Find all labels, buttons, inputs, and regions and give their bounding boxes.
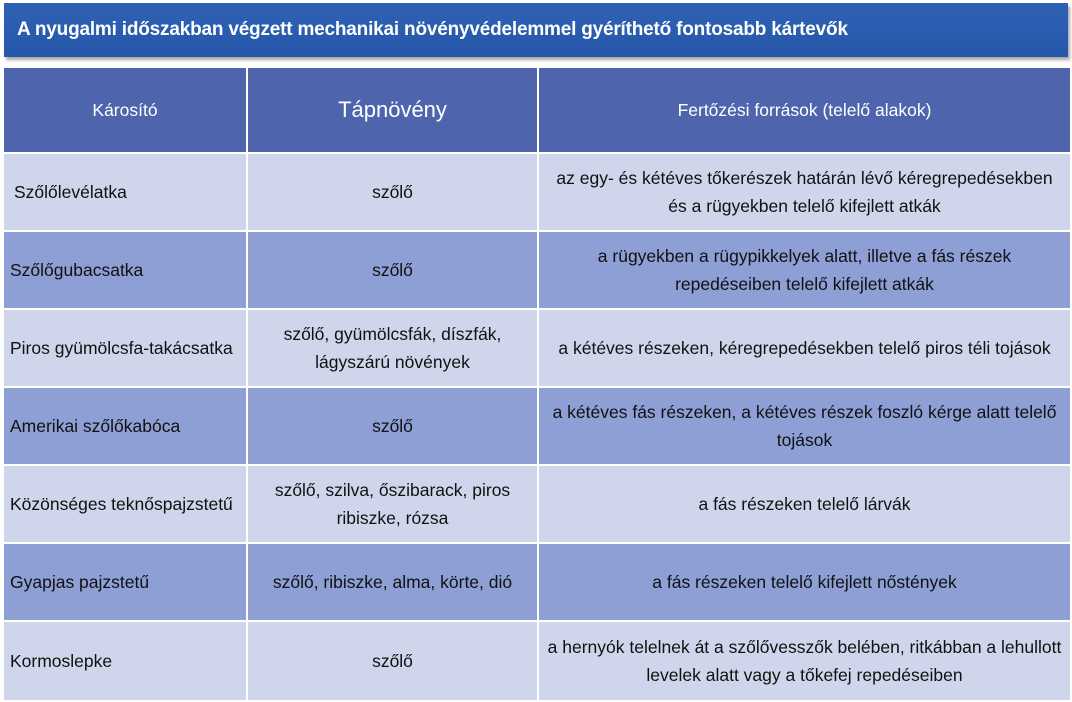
host-cell: szőlő — [247, 231, 538, 309]
table-row — [3, 543, 1071, 621]
header-source: Fertőzési források (telelő alakok) — [538, 67, 1071, 153]
host-cell: szőlő — [247, 621, 538, 701]
host-cell: szőlő — [247, 387, 538, 465]
table-row — [3, 309, 1071, 387]
pest-cell: Kormoslepke — [3, 621, 247, 701]
pest-cell: Szőlőlevélatka — [3, 153, 247, 231]
source-cell: az egy- és kétéves tőkerészek határán lévő kéregrepedésekben és a rügyekben telelő kifejlett atkák — [538, 153, 1071, 231]
title-bar — [4, 3, 1068, 57]
page-title: A nyugalmi időszakban végzett mechanikai növényvédelemmel gyéríthető fontosabb kártevők — [17, 19, 848, 40]
pest-cell: Közönséges teknőspajzstetű — [3, 465, 247, 543]
table-row — [3, 465, 1071, 543]
source-cell: a rügyekben a rügypikkelyek alatt, illetve a fás részek repedéseiben telelő kifejlett atkák — [538, 231, 1071, 309]
host-cell: szőlő — [247, 153, 538, 231]
header-row — [3, 67, 1071, 153]
table-row — [3, 621, 1071, 701]
host-cell: szőlő, gyümölcsfák, díszfák, lágyszárú növények — [247, 309, 538, 387]
header-pest: Károsító — [3, 67, 247, 153]
pest-cell: Szőlőgubacsatka — [3, 231, 247, 309]
table-row — [3, 387, 1071, 465]
pest-cell: Amerikai szőlőkabóca — [3, 387, 247, 465]
host-cell: szőlő, szilva, őszibarack, piros ribiszke, rózsa — [247, 465, 538, 543]
source-cell: a kétéves fás részeken, a kétéves részek foszló kérge alatt telelő tojások — [538, 387, 1071, 465]
pest-cell: Gyapjas pajzstetű — [3, 543, 247, 621]
pest-cell: Piros gyümölcsfa-takácsatka — [3, 309, 247, 387]
header-host: Tápnövény — [247, 67, 538, 153]
table-row — [3, 153, 1071, 231]
host-cell: szőlő, ribiszke, alma, körte, dió — [247, 543, 538, 621]
source-cell: a fás részeken telelő kifejlett nőstények — [538, 543, 1071, 621]
source-cell: a hernyók telelnek át a szőlővesszők belében, ritkábban a lehullott levelek alatt vagy a tőkefej repedéseiben — [538, 621, 1071, 701]
pest-table — [2, 66, 1072, 702]
source-cell: a kétéves részeken, kéregrepedésekben telelő piros téli tojások — [538, 309, 1071, 387]
source-cell: a fás részeken telelő lárvák — [538, 465, 1071, 543]
table-row — [3, 231, 1071, 309]
